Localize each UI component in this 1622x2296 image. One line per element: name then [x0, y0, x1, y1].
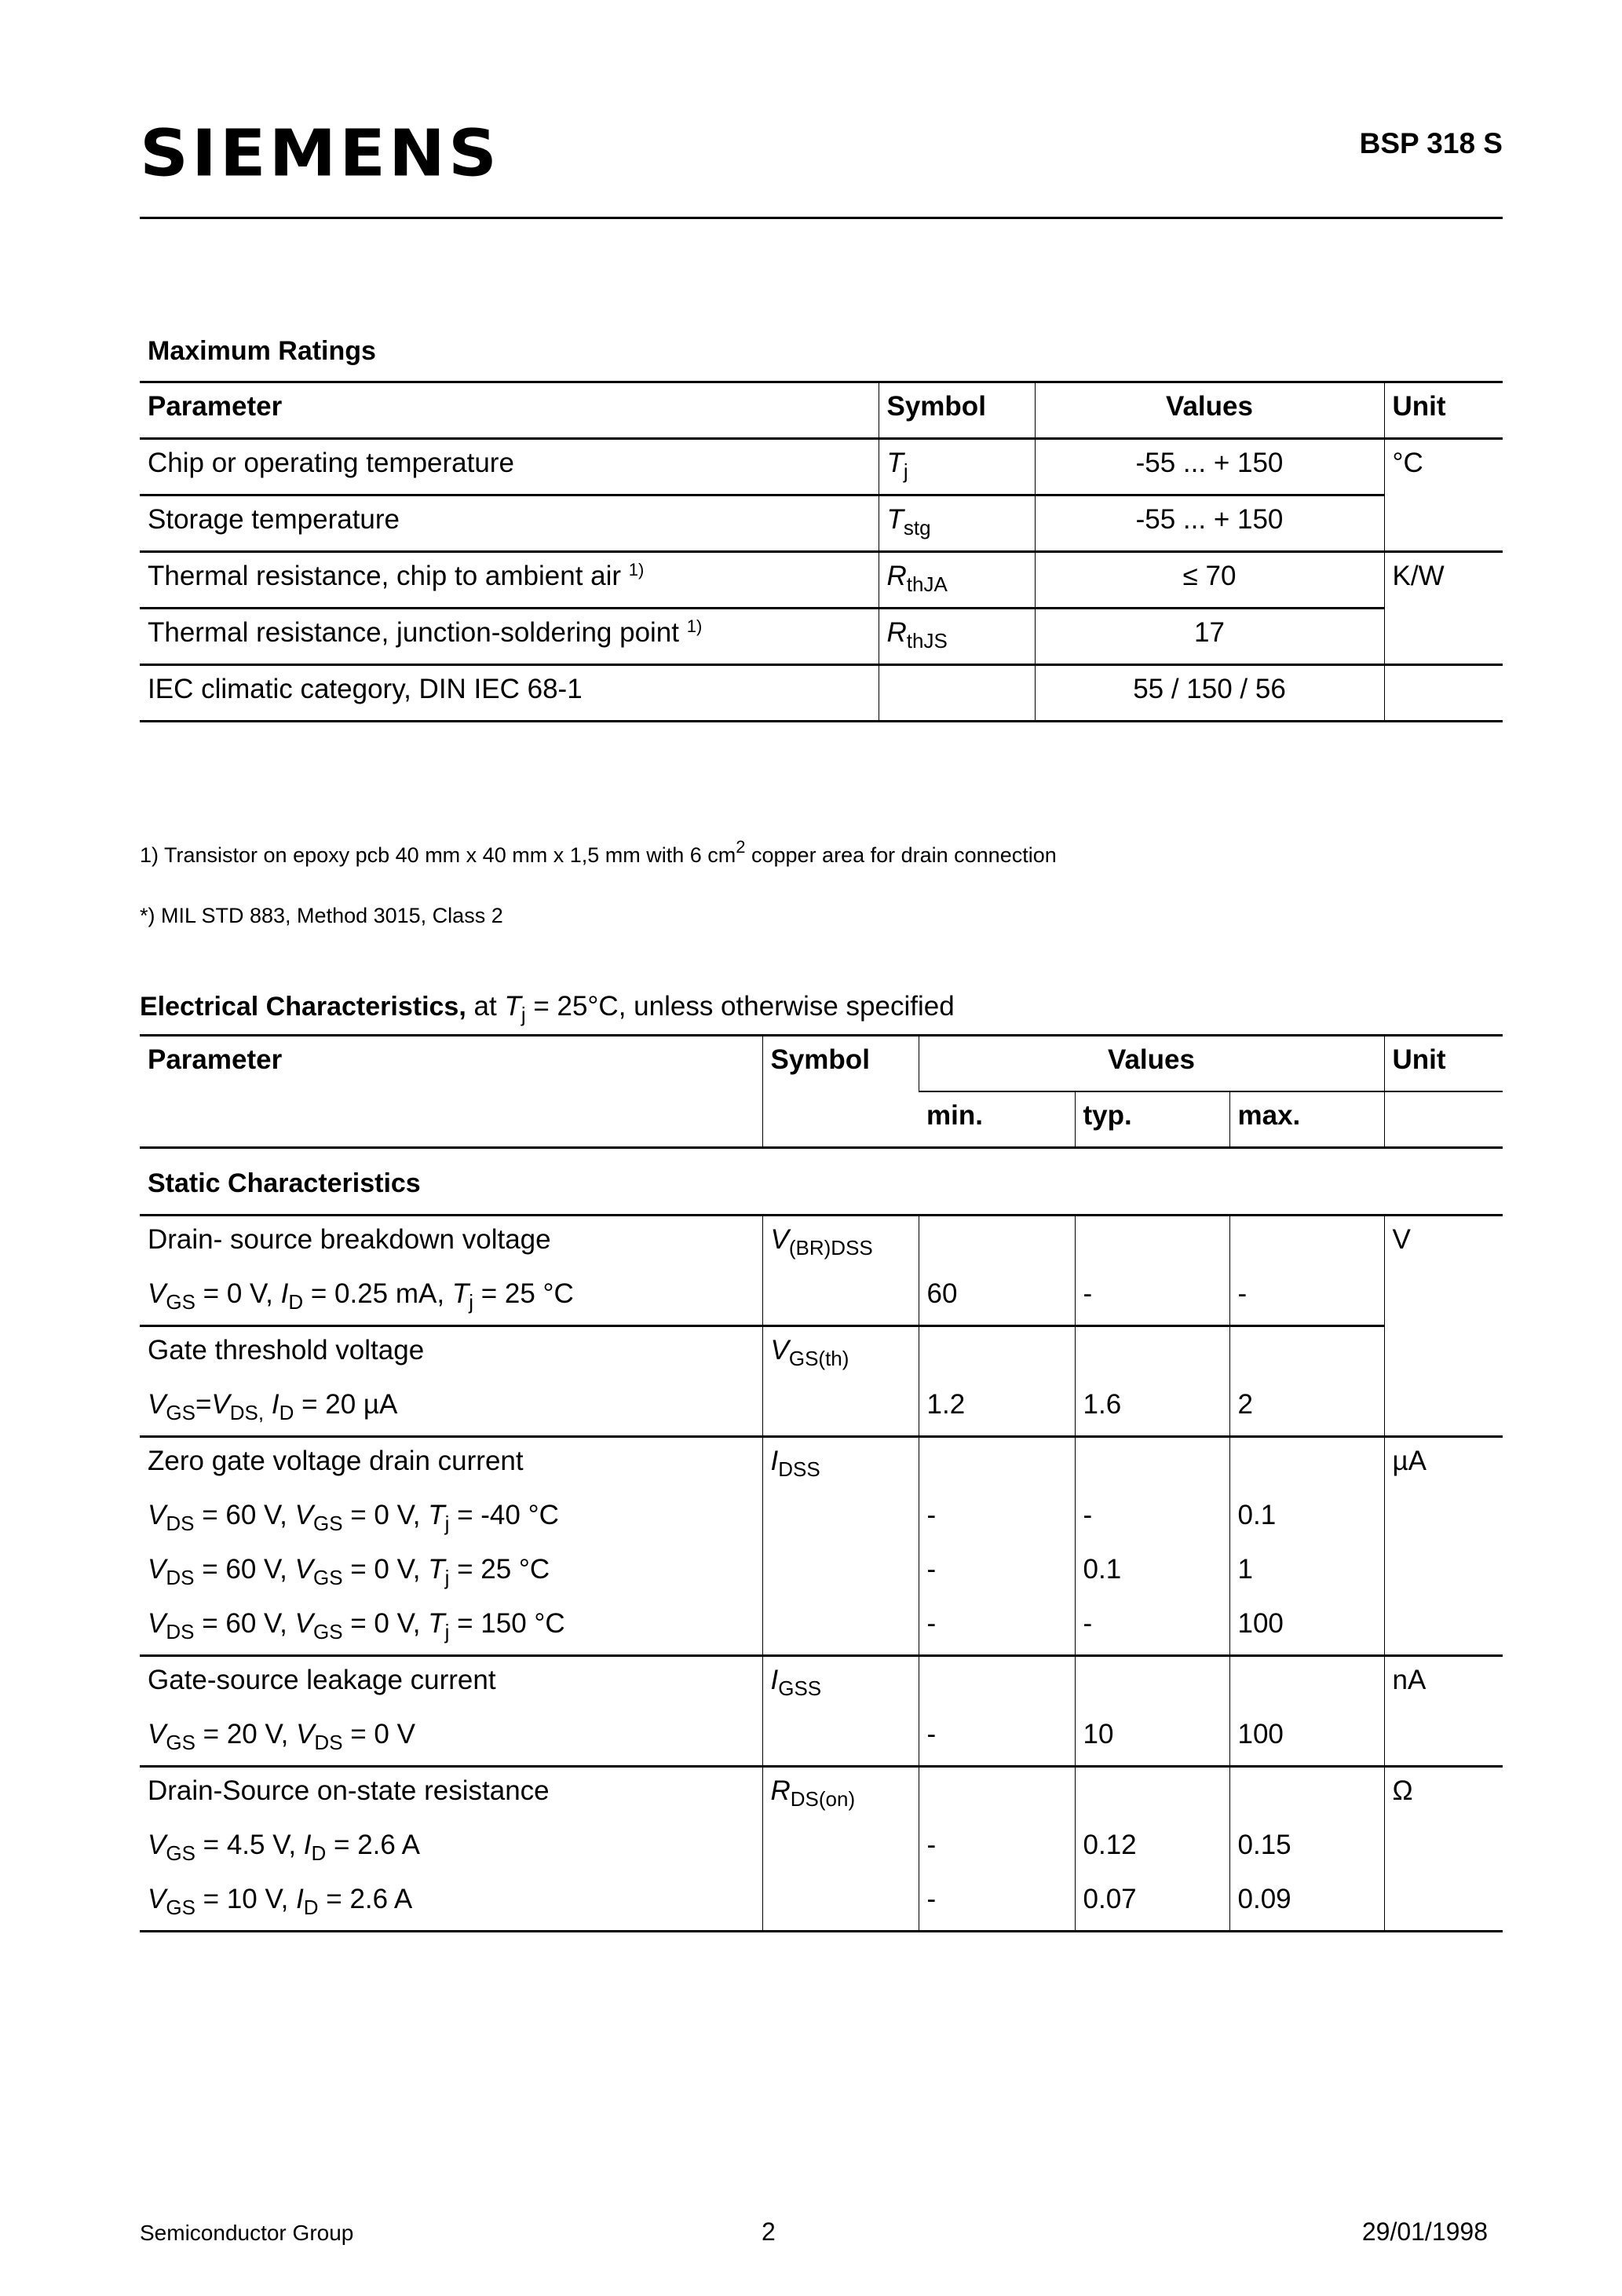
- symbol: [771, 1657, 919, 1711]
- typ-cell: [1075, 1437, 1229, 1656]
- max-cell: [1229, 1326, 1384, 1437]
- table-row: [140, 665, 1503, 722]
- test-condition: [148, 1270, 762, 1325]
- text-segment: = 0.25 mA,: [303, 1278, 452, 1309]
- max-cell: [1229, 1437, 1384, 1656]
- symbol-subscript: DS: [166, 1512, 195, 1535]
- table-row: [140, 1216, 1503, 1326]
- symbol-subscript: j: [444, 1620, 450, 1643]
- col-max: max.: [1229, 1091, 1384, 1148]
- symbol-cell: [879, 665, 1035, 722]
- min-cell: [919, 1767, 1075, 1932]
- parameter-title: Gate threshold voltage: [148, 1335, 425, 1366]
- typ-value: 10: [1083, 1719, 1114, 1749]
- parameter-cell: [140, 609, 879, 665]
- table-row: [140, 1767, 1503, 1932]
- parameter-title: Zero gate voltage drain current: [148, 1446, 524, 1476]
- min-value: -: [926, 1608, 937, 1639]
- value-cell: 17: [1035, 609, 1384, 665]
- table-row: [140, 495, 1503, 552]
- typ-value: -: [1083, 1278, 1093, 1309]
- table-row: [140, 1437, 1503, 1656]
- text-segment: IEC climatic category, DIN IEC 68-1: [148, 674, 583, 704]
- text-segment: = -40 °C: [449, 1500, 559, 1530]
- symbol-cell: [762, 1437, 919, 1656]
- symbol-cell: [762, 1216, 919, 1326]
- symbol-letter: V: [296, 1719, 315, 1749]
- unit-cell: nA: [1384, 1656, 1503, 1767]
- page-number: 2: [762, 2217, 776, 2246]
- parameter-cell: [140, 1216, 762, 1326]
- symbol-letter: T: [428, 1554, 445, 1585]
- symbol-subscript: D: [311, 1841, 327, 1865]
- symbol-subscript: j: [469, 1290, 473, 1314]
- min-cell: [919, 1326, 1075, 1437]
- text-segment: Thermal resistance, chip to ambient air: [148, 561, 629, 591]
- min-value: 1.2: [926, 1389, 966, 1420]
- test-condition: [148, 1711, 762, 1765]
- max-value: 0.09: [1237, 1884, 1291, 1914]
- symbol-subscript: j: [903, 459, 908, 483]
- max-value: 1: [1237, 1554, 1253, 1585]
- text-segment: = 0 V: [342, 1719, 415, 1749]
- symbol-letter: V: [148, 1389, 166, 1420]
- electrical-table: [140, 1214, 1503, 1932]
- symbol-letter: V: [148, 1719, 166, 1749]
- col-unit: Unit: [1384, 1036, 1503, 1092]
- unit-cell: K/W: [1384, 552, 1503, 665]
- symbol-subscript: DS,: [229, 1401, 265, 1424]
- symbol-subscript: D: [288, 1290, 304, 1314]
- symbol-subscript: DS: [166, 1620, 195, 1643]
- text-segment: = 0 V,: [195, 1278, 281, 1309]
- symbol-cell: [879, 552, 1035, 609]
- symbol-letter: V: [294, 1554, 313, 1585]
- table-row: [140, 1326, 1503, 1437]
- text-segment: = 10 V,: [195, 1884, 297, 1914]
- min-value: -: [926, 1554, 937, 1585]
- col-min: min.: [919, 1091, 1075, 1148]
- symbol-letter: T: [428, 1500, 445, 1530]
- symbol-letter: T: [451, 1278, 469, 1309]
- unit-cell: [1384, 665, 1503, 722]
- symbol-subscript: GS: [166, 1290, 195, 1314]
- footer-group: Semiconductor Group: [140, 2221, 354, 2245]
- min-value: -: [926, 1719, 937, 1749]
- symbol-subscript: DSS: [778, 1457, 820, 1481]
- text-segment: = 25°C, unless otherwise specified: [525, 991, 955, 1022]
- text-segment: = 25 °C: [473, 1278, 574, 1309]
- unit-cell: V: [1384, 1216, 1503, 1437]
- symbol: [771, 1438, 919, 1492]
- parameter-cell: [140, 1437, 762, 1656]
- value-cell: -55 ... + 150: [1035, 495, 1384, 552]
- min-cell: [919, 1656, 1075, 1767]
- symbol-subscript: j: [521, 1003, 526, 1026]
- section-static-characteristics: Static Characteristics: [148, 1168, 421, 1198]
- col-values: Values: [1035, 382, 1384, 439]
- col-symbol: Symbol: [879, 382, 1035, 439]
- max-value: 0.15: [1237, 1830, 1291, 1860]
- max-cell: [1229, 1656, 1384, 1767]
- symbol: [771, 1327, 919, 1381]
- min-value: -: [926, 1884, 937, 1914]
- symbol-letter: V: [148, 1830, 166, 1860]
- symbol-subscript: j: [444, 1566, 450, 1589]
- test-condition: [148, 1600, 762, 1654]
- max-value: -: [1237, 1278, 1248, 1309]
- symbol-subscript: GSS: [778, 1676, 822, 1700]
- unit-cell: °C: [1384, 439, 1503, 552]
- symbol-letter: R: [886, 617, 907, 648]
- text-segment: = 4.5 V,: [195, 1830, 304, 1860]
- typ-cell: [1075, 1767, 1229, 1932]
- symbol-letter: V: [148, 1554, 166, 1585]
- footnote-ref: 2: [736, 837, 746, 857]
- symbol-subscript: DS: [314, 1731, 343, 1754]
- siemens-logo: SIEMENS: [140, 116, 500, 192]
- symbol-cell: [762, 1656, 919, 1767]
- table-row: [140, 552, 1503, 609]
- col-symbol: Symbol: [762, 1036, 919, 1148]
- text-segment: = 0 V,: [342, 1554, 429, 1585]
- col-unit: Unit: [1384, 382, 1503, 439]
- symbol-letter: T: [886, 504, 904, 535]
- max-value: 100: [1237, 1608, 1284, 1639]
- symbol-subscript: GS: [166, 1896, 195, 1919]
- test-condition: [148, 1546, 762, 1600]
- symbol: [771, 1768, 919, 1822]
- footnote-ref: 1): [686, 616, 703, 636]
- header-divider: [140, 217, 1503, 219]
- symbol-subscript: D: [303, 1896, 319, 1919]
- text-segment: = 20 µA: [294, 1389, 398, 1420]
- symbol-cell: [762, 1326, 919, 1437]
- symbol-subscript: j: [444, 1512, 450, 1535]
- symbol-letter: V: [148, 1884, 166, 1914]
- symbol-subscript: DS(on): [790, 1787, 856, 1811]
- typ-value: 1.6: [1083, 1389, 1122, 1420]
- max-cell: [1229, 1216, 1384, 1326]
- symbol-letter: V: [770, 1335, 789, 1366]
- symbol-letter: I: [770, 1665, 779, 1695]
- min-value: -: [926, 1830, 937, 1860]
- value-cell: ≤ 70: [1035, 552, 1384, 609]
- symbol-subscript: GS: [166, 1841, 195, 1865]
- symbol-letter: T: [886, 448, 904, 478]
- min-value: 60: [926, 1278, 958, 1309]
- col-values: Values: [919, 1036, 1384, 1092]
- col-parameter: Parameter: [140, 382, 879, 439]
- symbol-letter: I: [296, 1884, 304, 1914]
- text-segment: = 60 V,: [194, 1554, 295, 1585]
- part-number: BSP 318 S: [1359, 127, 1503, 159]
- min-cell: [919, 1437, 1075, 1656]
- text-segment: [264, 1389, 272, 1420]
- text-segment: = 20 V,: [195, 1719, 297, 1749]
- text-segment: = 25 °C: [449, 1554, 550, 1585]
- symbol-cell: [879, 439, 1035, 495]
- symbol-cell: [879, 495, 1035, 552]
- min-cell: [919, 1216, 1075, 1326]
- typ-value: -: [1083, 1608, 1093, 1639]
- parameter-cell: [140, 1767, 762, 1932]
- symbol-subscript: GS: [312, 1566, 343, 1589]
- table-row: [140, 439, 1503, 495]
- text-segment: *) MIL STD 883, Method 3015, Class 2: [140, 904, 503, 927]
- test-condition: [148, 1876, 762, 1930]
- parameter-title: Gate-source leakage current: [148, 1665, 496, 1695]
- symbol-letter: I: [280, 1278, 289, 1309]
- text-segment: Chip or operating temperature: [148, 448, 514, 478]
- parameter-cell: [140, 439, 879, 495]
- symbol-subscript: DS: [166, 1566, 195, 1589]
- typ-value: 0.12: [1083, 1830, 1137, 1860]
- parameter-title: Drain-Source on-state resistance: [148, 1775, 550, 1806]
- col-parameter: Parameter: [140, 1036, 762, 1148]
- symbol-letter: V: [148, 1278, 166, 1309]
- symbol-letter: V: [294, 1500, 313, 1530]
- parameter-cell: [140, 495, 879, 552]
- max-ratings-table: [140, 381, 1503, 722]
- footnote-ref: 1): [628, 560, 645, 579]
- symbol-subscript: stg: [903, 516, 931, 539]
- col-typ: typ.: [1075, 1091, 1229, 1148]
- symbol: [771, 1216, 919, 1270]
- parameter-cell: [140, 665, 879, 722]
- symbol-letter: R: [770, 1775, 791, 1806]
- unit-sub-empty: [1384, 1091, 1503, 1148]
- test-condition: [148, 1822, 762, 1876]
- table-row: [140, 1656, 1503, 1767]
- symbol-subscript: D: [279, 1401, 294, 1424]
- text-segment: = 0 V,: [342, 1500, 429, 1530]
- electrical-title: [140, 991, 955, 1026]
- text-segment: copper area for drain connection: [745, 843, 1057, 867]
- typ-cell: [1075, 1656, 1229, 1767]
- max-value: 0.1: [1237, 1500, 1277, 1530]
- text-segment: 1) Transistor on epoxy pcb 40 mm x 40 mm x 1,5 mm with 6 cm: [140, 843, 736, 867]
- footer-date: 29/01/1998: [1361, 2217, 1488, 2246]
- symbol-letter: V: [294, 1608, 313, 1639]
- value-cell: -55 ... + 150: [1035, 439, 1384, 495]
- parameter-cell: [140, 1656, 762, 1767]
- symbol-letter: V: [211, 1389, 230, 1420]
- max-ratings-title: Maximum Ratings: [148, 336, 376, 366]
- text-segment: =: [195, 1389, 212, 1420]
- text-segment: Thermal resistance, junction-soldering point: [148, 617, 687, 648]
- parameter-cell: [140, 552, 879, 609]
- text-segment: = 60 V,: [194, 1608, 295, 1639]
- parameter-cell: [140, 1326, 762, 1437]
- test-condition: [148, 1381, 762, 1435]
- table-row: [140, 609, 1503, 665]
- symbol-letter: V: [148, 1608, 166, 1639]
- typ-value: 0.1: [1083, 1554, 1122, 1585]
- symbol-letter: I: [303, 1830, 312, 1860]
- text-segment: = 150 °C: [449, 1608, 565, 1639]
- max-value: 100: [1237, 1719, 1284, 1749]
- text-segment: = 0 V,: [342, 1608, 429, 1639]
- typ-cell: [1075, 1326, 1229, 1437]
- symbol-cell: [879, 609, 1035, 665]
- symbol-letter: V: [770, 1224, 789, 1255]
- min-value: -: [926, 1500, 937, 1530]
- electrical-header-table: [140, 1034, 1503, 1149]
- symbol-subscript: GS: [312, 1512, 343, 1535]
- symbol-subscript: GS: [166, 1731, 195, 1754]
- max-value: 2: [1237, 1389, 1253, 1420]
- symbol-subscript: thJS: [906, 629, 948, 653]
- symbol-cell: [762, 1767, 919, 1932]
- symbol-letter: V: [148, 1500, 166, 1530]
- symbol-subscript: GS: [166, 1401, 195, 1424]
- symbol-letter: T: [428, 1608, 445, 1639]
- text-segment: at: [466, 991, 505, 1022]
- unit-cell: Ω: [1384, 1767, 1503, 1932]
- typ-value: -: [1083, 1500, 1093, 1530]
- text-segment: = 2.6 A: [326, 1830, 420, 1860]
- unit-cell: µA: [1384, 1437, 1503, 1656]
- text-segment: Storage temperature: [148, 504, 400, 535]
- text-segment: = 2.6 A: [318, 1884, 413, 1914]
- symbol-letter: R: [886, 561, 907, 591]
- footnote-1: [140, 837, 1057, 868]
- symbol-subscript: (BR)DSS: [788, 1236, 873, 1260]
- symbol-subscript: GS(th): [788, 1347, 849, 1370]
- symbol-letter: I: [770, 1446, 779, 1476]
- symbol-letter: T: [504, 991, 521, 1022]
- test-condition: [148, 1492, 762, 1546]
- symbol-subscript: GS: [312, 1620, 343, 1643]
- parameter-title: Drain- source breakdown voltage: [148, 1224, 551, 1255]
- typ-value: 0.07: [1083, 1884, 1137, 1914]
- symbol-subscript: thJA: [906, 572, 948, 596]
- typ-cell: [1075, 1216, 1229, 1326]
- max-cell: [1229, 1767, 1384, 1932]
- footnote-2: [140, 904, 503, 928]
- electrical-title-bold: Electrical Characteristics,: [140, 992, 466, 1022]
- text-segment: = 60 V,: [194, 1500, 295, 1530]
- electrical-title-conditions: [466, 991, 955, 1026]
- value-cell: 55 / 150 / 56: [1035, 665, 1384, 722]
- symbol-letter: I: [271, 1389, 279, 1420]
